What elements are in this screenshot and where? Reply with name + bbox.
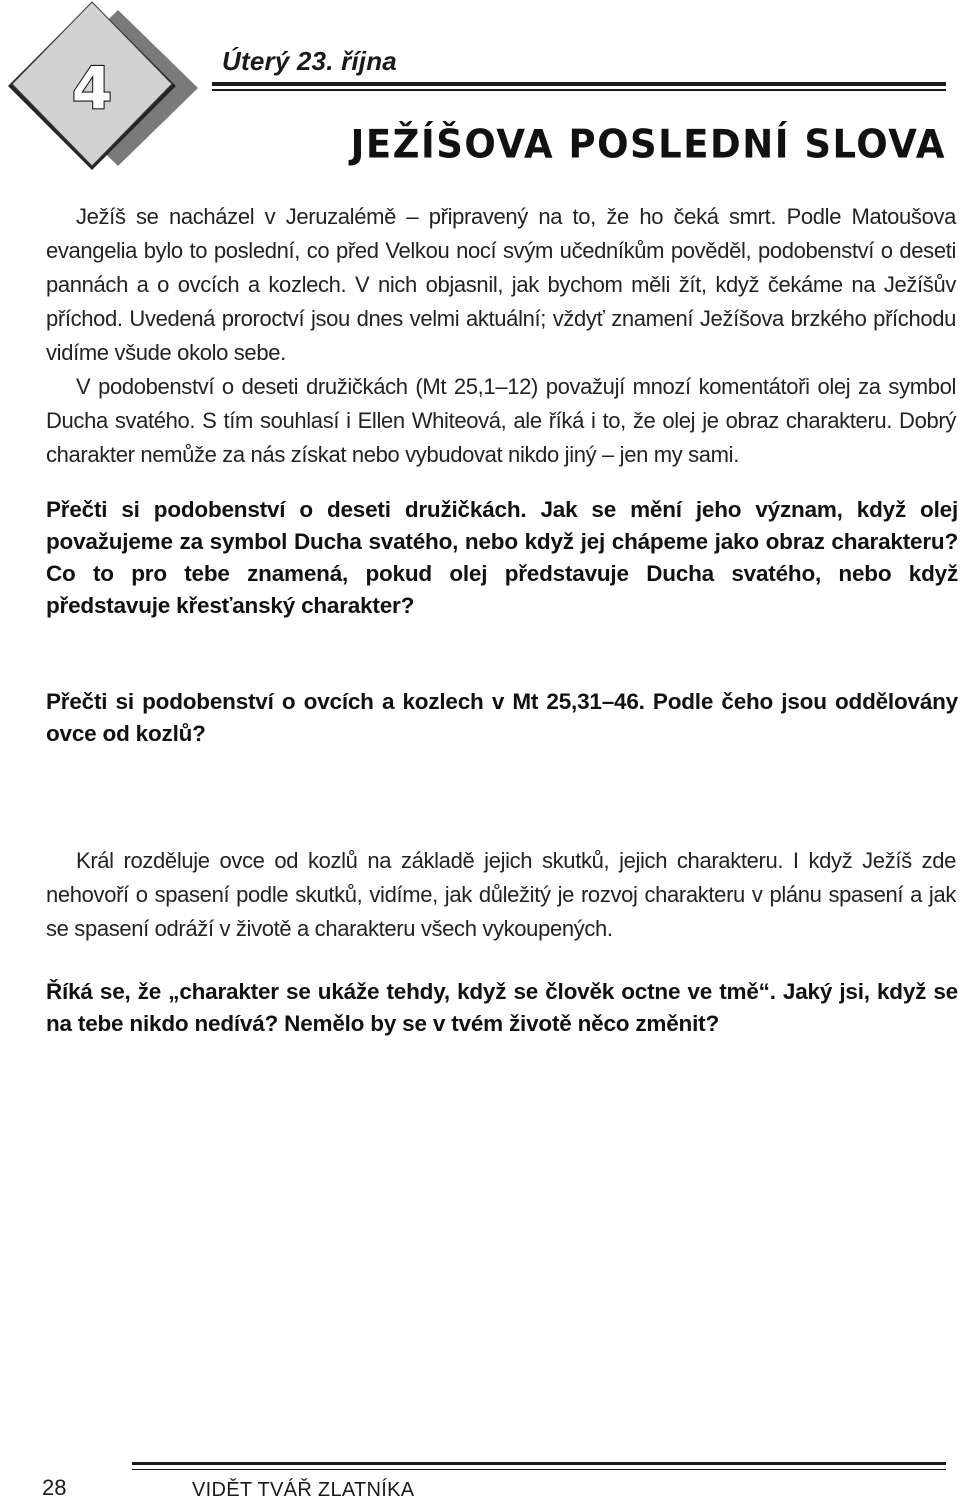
intro-text bbox=[46, 200, 956, 472]
intro-paragraph-1: Ježíš se nacházel v Jeruzalémě – připravený na to, že ho čeká smrt. Podle Matoušova evangelia bylo to poslední, co před Velkou nocí svým učedníkům pověděl, podobenství o deseti pannách a o ovcích a kozlech. V nich objasnil, jak bychom měli žít, když čekáme na Ježíšův příchod. Uvedená proroctví jsou dnes velmi aktuální; vždyť znamení Ježíšova brzkého příchodu vidíme všude okolo sebe. bbox=[46, 204, 956, 365]
footer-rule-thin bbox=[132, 1469, 946, 1470]
book-title: VIDĚT TVÁŘ ZLATNÍKA bbox=[192, 1479, 415, 1501]
question-3 bbox=[46, 976, 958, 1040]
page-title: JEŽÍŠOVA POSLEDNÍ SLOVA bbox=[350, 122, 946, 168]
question-1-text: Přečti si podobenství o deseti družičkách. Jak se mění jeho význam, když olej považujeme za symbol Ducha svatého, nebo když jej chápeme jako obraz charakteru? Co to pro tebe znamená, pokud olej představuje Ducha svatého, nebo když představuje křesťanský charakter? bbox=[46, 497, 958, 618]
date-label: Úterý 23. října bbox=[222, 46, 397, 76]
day-number: 4 bbox=[71, 54, 113, 122]
closing-text bbox=[46, 844, 956, 946]
diamond-badge-icon bbox=[0, 0, 210, 170]
intro-paragraph-2: V podobenství o deseti družičkách (Mt 25,1–12) považují mnozí komentátoři olej za symbol Ducha svatého. S tím souhlasí i Ellen Whiteová, ale říká i to, že olej je obraz charakteru. Dobrý charakter nemůže za nás získat nebo vybudovat nikdo jiný – jen my sami. bbox=[46, 374, 956, 467]
header-rule bbox=[212, 82, 946, 86]
footer-rule bbox=[132, 1462, 946, 1465]
question-3-text: Říká se, že „charakter se ukáže tehdy, když se člověk octne ve tmě“. Jaký jsi, když se na tebe nikdo nedívá? Nemělo by se v tvém životě něco změnit? bbox=[46, 979, 958, 1036]
question-2 bbox=[46, 686, 958, 750]
day-badge bbox=[0, 0, 210, 170]
closing-paragraph: Král rozděluje ovce od kozlů na základě jejich skutků, jejich charakteru. I když Ježíš zde nehovoří o spasení podle skutků, vidíme, jak důležitý je rozvoj charakteru v plánu spasení a jak se spasení odráží v životě a charakteru všech vykoupených. bbox=[46, 848, 956, 941]
page-number: 28 bbox=[42, 1475, 67, 1500]
header-rule-thin bbox=[212, 89, 946, 91]
question-2-text: Přečti si podobenství o ovcích a kozlech v Mt 25,31–46. Podle čeho jsou oddělovány ovce od kozlů? bbox=[46, 689, 958, 746]
question-1 bbox=[46, 494, 958, 622]
